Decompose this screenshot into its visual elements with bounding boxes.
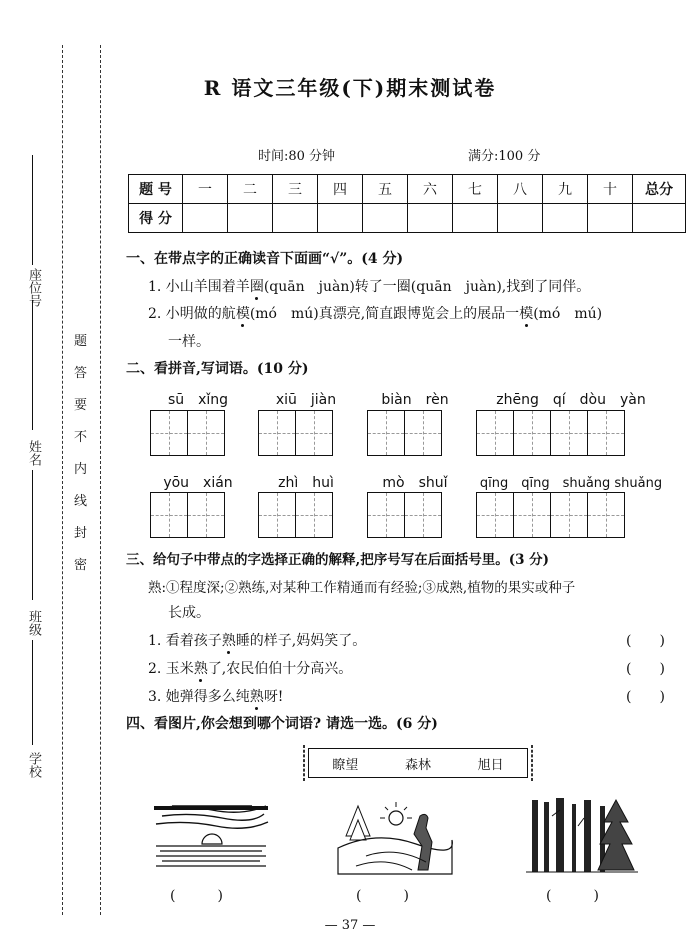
seal-text — [74, 330, 94, 586]
school-label: 学校 — [26, 752, 41, 778]
col-2: 二 — [228, 175, 273, 204]
page-number: — 37 — — [324, 918, 376, 933]
section-2-heading: 二、看拼音,写词语。(10 分) — [126, 361, 309, 377]
picture-answer-3[interactable]: ( ) — [546, 888, 599, 904]
dotted-char: 熟 — [193, 661, 208, 677]
row-label-question: 题 号 — [129, 175, 183, 204]
s3-q3-text: 3. 她弹得多么纯 — [148, 689, 250, 705]
score-cell[interactable] — [588, 204, 633, 233]
writing-box[interactable] — [367, 410, 442, 456]
pinyin-4: zhēng qí dòu yàn — [496, 392, 646, 408]
s3-q1-text: 1. 看着孩子 — [148, 633, 222, 649]
picture-answer-1[interactable]: ( ) — [170, 888, 223, 904]
seal-char: 题 — [74, 334, 88, 349]
score-cell[interactable] — [183, 204, 228, 233]
class-label: 班级 — [26, 610, 41, 636]
col-8: 八 — [498, 175, 543, 204]
dotted-char: 圈 — [249, 279, 264, 295]
dotted-char: 模 — [235, 306, 250, 322]
seal-char: 封 — [74, 526, 88, 541]
overlook-picture — [336, 796, 454, 876]
dotted-char: 熟 — [249, 689, 264, 705]
col-5: 五 — [363, 175, 408, 204]
page-title: R 语文三年级(下)期末测试卷 — [203, 76, 497, 100]
writing-box[interactable] — [150, 492, 225, 538]
pinyin-6: zhì huì — [278, 475, 334, 491]
score-cell[interactable] — [363, 204, 408, 233]
s3-q2-text: 2. 玉米 — [148, 661, 194, 677]
word-option: 森林 — [404, 757, 431, 773]
s3-q3-text-end: 呀! — [263, 689, 284, 705]
forest-picture — [526, 796, 638, 876]
col-3: 三 — [273, 175, 318, 204]
section-3-heading: 三、给句子中带点的字选择正确的解释,把序号写在后面括号里。(3 分) — [126, 552, 550, 568]
seal-char: 不 — [74, 430, 88, 445]
writing-box[interactable] — [150, 410, 225, 456]
s1-q2-text-end: (mó mú) — [533, 306, 603, 322]
word-option: 旭日 — [477, 757, 504, 773]
pinyin-5: yōu xián — [163, 475, 233, 491]
score-table-score-row — [129, 204, 686, 233]
s1-q1-text: 1. 小山羊围着羊 — [148, 279, 250, 295]
name-label: 姓名 — [26, 440, 41, 466]
seat-number-label: 座位号 — [26, 268, 41, 307]
pinyin-2: xiū jiàn — [275, 392, 337, 408]
score-table — [128, 174, 686, 233]
section-1-heading: 一、在带点字的正确读音下面画“√”。(4 分) — [126, 251, 404, 267]
dotted-char: 熟 — [221, 633, 236, 649]
class-blank — [32, 470, 33, 600]
dotted-char: 模 — [519, 306, 534, 322]
score-cell[interactable] — [543, 204, 588, 233]
s1-q1-text-end: (quān juàn)转了一圈(quān juàn),找到了同伴。 — [263, 279, 591, 295]
col-10: 十 — [588, 175, 633, 204]
word-option: 瞭望 — [332, 757, 359, 773]
s1-question-2-continued: 一样。 — [168, 334, 210, 350]
s1-question-2 — [148, 303, 602, 323]
score-cell[interactable] — [408, 204, 453, 233]
answer-bracket[interactable]: ( ) — [626, 633, 665, 649]
definition-line-1: 熟:①程度深;②熟练,对某种工作精通而有经验;③成熟,植物的果实或种子 — [148, 580, 576, 596]
row-label-score: 得 分 — [129, 204, 183, 233]
s1-q2-text-mid: (mó mú)真漂亮,简直跟博览会上的展品一 — [249, 306, 520, 322]
s3-question-1 — [148, 630, 366, 650]
s3-question-3 — [148, 686, 283, 706]
col-total: 总分 — [633, 175, 686, 204]
pinyin-7: mò shuǐ — [382, 475, 448, 491]
seal-char: 内 — [74, 462, 88, 477]
definition-line-2: 长成。 — [168, 605, 210, 621]
picture-answer-2[interactable]: ( ) — [356, 888, 409, 904]
writing-box[interactable] — [476, 410, 625, 456]
seal-char: 密 — [74, 558, 88, 573]
writing-box[interactable] — [476, 492, 625, 538]
answer-bracket[interactable]: ( ) — [626, 661, 665, 677]
score-table-header-row — [129, 175, 686, 204]
s1-question-1 — [148, 276, 590, 296]
s3-question-2 — [148, 658, 352, 678]
seal-char: 线 — [74, 494, 88, 509]
col-7: 七 — [453, 175, 498, 204]
sunrise-sea-picture — [152, 800, 270, 870]
binding-line-inner — [100, 45, 101, 915]
pinyin-1: sū xǐng — [167, 392, 229, 408]
col-1: 一 — [183, 175, 228, 204]
score-cell[interactable] — [498, 204, 543, 233]
score-cell[interactable] — [273, 204, 318, 233]
answer-bracket[interactable]: ( ) — [626, 689, 665, 705]
school-blank — [32, 640, 33, 745]
seat-number-blank — [32, 155, 33, 265]
full-score: 满分:100 分 — [468, 149, 541, 164]
seal-char: 答 — [74, 366, 88, 381]
seal-char: 要 — [74, 398, 88, 413]
pinyin-8: qīng qīng shuǎng shuǎng — [479, 476, 663, 491]
score-cell[interactable] — [453, 204, 498, 233]
binding-line-outer — [62, 45, 63, 915]
s3-q2-text-end: 了,农民伯伯十分高兴。 — [207, 661, 353, 677]
section-4-heading: 四、看图片,你会想到哪个词语? 请选一选。(6 分) — [126, 716, 438, 732]
writing-box[interactable] — [258, 492, 333, 538]
s3-q1-text-end: 睡的样子,妈妈笑了。 — [235, 633, 367, 649]
score-cell[interactable] — [228, 204, 273, 233]
name-blank — [32, 300, 33, 430]
col-9: 九 — [543, 175, 588, 204]
exam-time: 时间:80 分钟 — [258, 149, 336, 164]
col-6: 六 — [408, 175, 453, 204]
score-cell[interactable] — [633, 204, 686, 233]
s1-q2-text: 2. 小明做的航 — [148, 306, 236, 322]
word-banner — [308, 748, 528, 778]
writing-box[interactable] — [367, 492, 442, 538]
score-cell[interactable] — [318, 204, 363, 233]
writing-box[interactable] — [258, 410, 333, 456]
col-4: 四 — [318, 175, 363, 204]
pinyin-3: biàn rèn — [381, 392, 449, 408]
